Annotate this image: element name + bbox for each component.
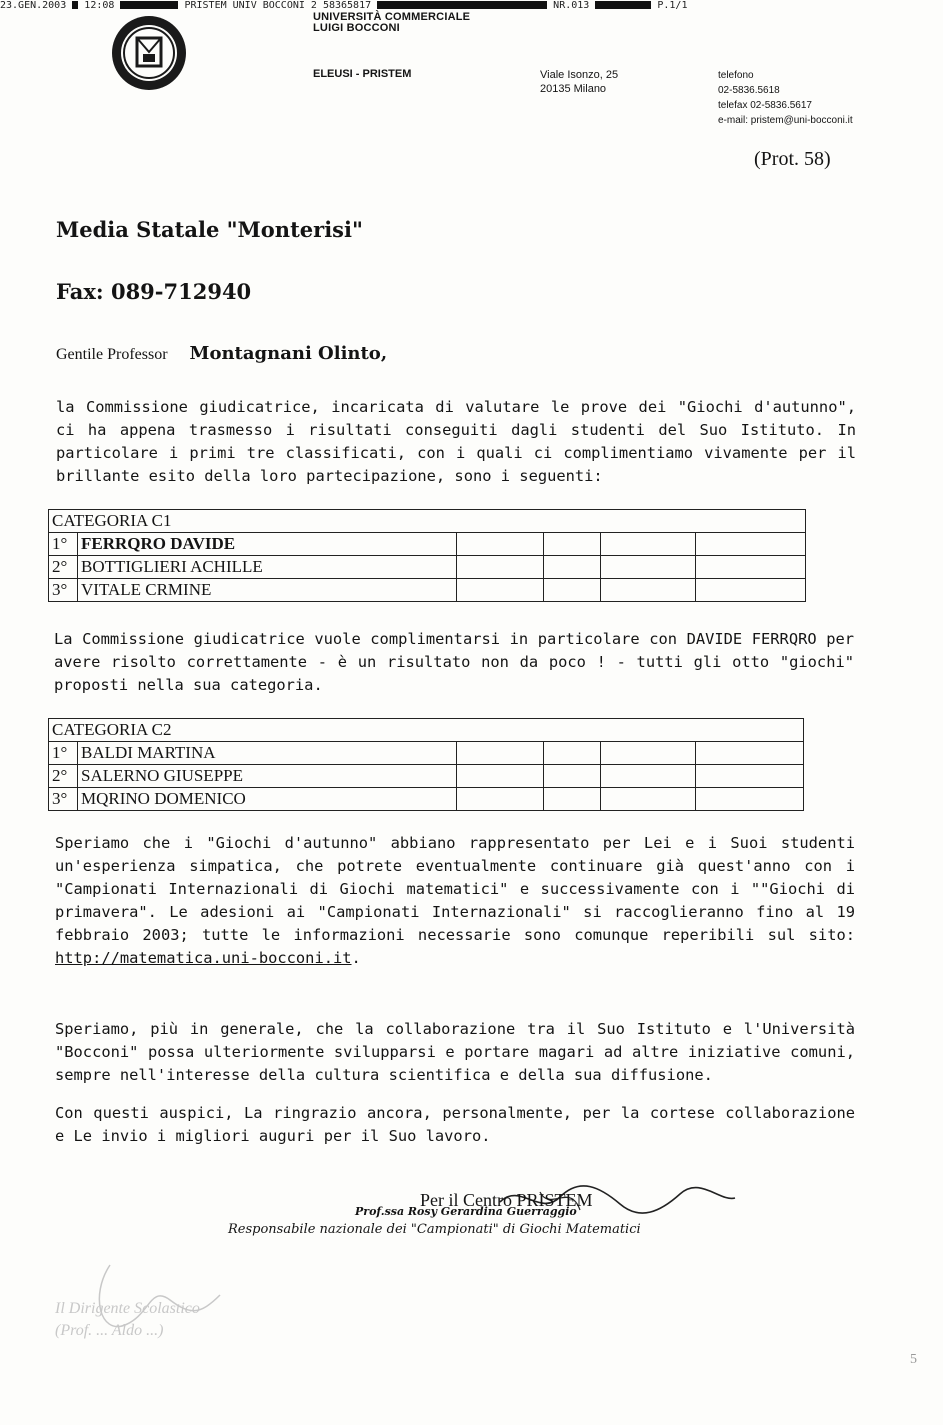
table-cell-empty <box>696 556 806 579</box>
signature-role: Responsabile nazionale dei "Campionati" di Giochi Matematici <box>228 1222 641 1237</box>
address-line2: 20135 Milano <box>540 83 607 95</box>
table-row <box>49 556 806 579</box>
email-address: e-mail: pristem@uni-bocconi.it <box>718 115 853 126</box>
university-name-line2: LUIGI BOCCONI <box>313 22 400 34</box>
fax-page: NR.013 <box>553 0 590 11</box>
table-cell-place: 2° <box>49 556 78 579</box>
spring-games-paragraph <box>55 832 855 970</box>
fax-time: 12:08 <box>84 0 115 11</box>
table-cell-empty <box>601 533 696 556</box>
redaction-bar <box>377 1 547 9</box>
address-line1: Viale Isonzo, 25 <box>540 69 619 81</box>
table-cell-empty <box>544 742 601 765</box>
table-cell-place: 2° <box>49 765 78 788</box>
website-link[interactable]: http://matematica.uni-bocconi.it <box>55 949 352 967</box>
closing-paragraph: Con questi auspici, La ringrazio ancora, personalmente, per la cortese collaborazione e Le invio i migliori auguri per il Suo lavoro. <box>55 1104 855 1145</box>
table-row <box>49 533 806 556</box>
university-seal-logo <box>110 14 188 92</box>
table-cell-empty <box>544 788 601 811</box>
table-cell-name: FERRQRO DAVIDE <box>78 533 457 556</box>
table-cell-name: BOTTIGLIERI ACHILLE <box>78 556 457 579</box>
fax-header-strip <box>0 0 943 12</box>
results-table-c2 <box>48 718 804 811</box>
table-title: CATEGORIA C1 <box>49 510 806 533</box>
redaction-bar <box>72 1 78 9</box>
signature-professor: Prof.ssa Rosy Gerardina Guerraggio <box>355 1205 577 1218</box>
table-cell-empty <box>696 579 806 602</box>
table-title-row <box>49 719 804 742</box>
table-cell-place: 3° <box>49 788 78 811</box>
table-cell-empty <box>601 765 696 788</box>
table-title: CATEGORIA C2 <box>49 719 804 742</box>
signature-center: Per il Centro PRISTEM <box>420 1190 593 1210</box>
intro-paragraph: la Commissione giudicatrice, incaricata di valutare le prove dei "Giochi d'autunno", ci ha appena trasmesso i risultati conseguiti dagli studenti del Suo Istituto. In particolare i primi tre classificati, con i quali ci complimentiamo vivamente per il brillante esito della loro partecipazione, sono i seguenti: <box>56 398 856 485</box>
recipient-fax: Fax: 089-712940 <box>56 279 252 304</box>
table-cell-empty <box>696 788 804 811</box>
table-row <box>49 742 804 765</box>
faded-signature <box>80 1255 230 1345</box>
recipient-school: Media Statale "Monterisi" <box>56 217 363 242</box>
table-cell-empty <box>696 765 804 788</box>
fax-number: telefax 02-5836.5617 <box>718 100 812 111</box>
spring-games-end: . <box>351 949 361 967</box>
corner-mark: 5 <box>910 1352 917 1367</box>
table-cell-place: 3° <box>49 579 78 602</box>
table-cell-empty <box>544 579 601 602</box>
contacts-block <box>718 68 853 128</box>
fax-page-count: P.1/1 <box>657 0 688 11</box>
table-cell-empty <box>457 579 544 602</box>
department-name: ELEUSI - PRISTEM <box>313 68 412 80</box>
greeting <box>56 343 387 364</box>
table-cell-empty <box>544 533 601 556</box>
table-cell-place: 1° <box>49 533 78 556</box>
table-row <box>49 765 804 788</box>
university-name-line1: UNIVERSITÀ COMMERCIALE <box>313 11 471 23</box>
table-cell-empty <box>457 765 544 788</box>
compliment-paragraph: La Commissione giudicatrice vuole complimentarsi in particolare con DAVIDE FERRQRO per avere risolto correttamente - è un risultato non da poco ! - tutti gli otto "giochi" proposti nella sua categoria. <box>54 630 854 694</box>
fax-date: 23.GEN.2003 <box>0 0 67 11</box>
table-cell-place: 1° <box>49 742 78 765</box>
table-cell-empty <box>457 742 544 765</box>
salutation: Gentile Professor <box>56 346 168 363</box>
address-block <box>540 68 618 96</box>
recipient-name: Montagnani Olinto, <box>189 343 388 364</box>
university-name <box>313 12 470 34</box>
spring-games-text: Speriamo che i "Giochi d'autunno" abbiano rappresentato per Lei e i Suoi studenti un'esperienza simpatica, che potrete eventualmente continuare già quest'anno con i "Campionati Internazionali di Giochi matematici" e successivamente con i ""Giochi di primavera". Le adesioni ai "Campionati Internazionali" si raccoglieranno fino al 19 febbraio 2003; tutte le informazioni necessarie sono comunque reperibili sul sito: <box>55 834 855 944</box>
collaboration-paragraph: Speriamo, più in generale, che la collaborazione tra il Suo Istituto e l'Università "Bocconi" possa ulteriormente svilupparsi e portare magari ad altre iniziative comuni, sempre nell'interesse della cultura scientifica e della sua diffusione. <box>55 1020 855 1084</box>
table-cell-empty <box>544 765 601 788</box>
table-cell-name: SALERNO GIUSEPPE <box>78 765 457 788</box>
faded-stamp-line1: Il Dirigente Scolastico <box>55 1300 200 1317</box>
phone-number: 02-5836.5618 <box>718 85 780 96</box>
table-row <box>49 788 804 811</box>
redaction-bar <box>120 1 178 9</box>
table-row <box>49 579 806 602</box>
table-cell-empty <box>601 556 696 579</box>
table-cell-empty <box>457 556 544 579</box>
table-cell-empty <box>696 533 806 556</box>
results-table-c1 <box>48 509 806 602</box>
redaction-bar <box>595 1 651 9</box>
table-cell-empty <box>544 556 601 579</box>
table-cell-empty <box>457 788 544 811</box>
table-cell-empty <box>601 579 696 602</box>
fax-sender: PRISTEM UNIV BOCCONI 2 58365817 <box>184 0 372 11</box>
faded-stamp-line2: (Prof. ... Aldo ...) <box>55 1322 164 1339</box>
table-cell-name: VITALE CRMINE <box>78 579 457 602</box>
table-cell-name: MQRINO DOMENICO <box>78 788 457 811</box>
phone-label: telefono <box>718 70 754 81</box>
table-cell-name: BALDI MARTINA <box>78 742 457 765</box>
table-title-row <box>49 510 806 533</box>
table-cell-empty <box>696 742 804 765</box>
table-cell-empty <box>601 742 696 765</box>
table-cell-empty <box>601 788 696 811</box>
table-cell-empty <box>457 533 544 556</box>
protocol-number: (Prot. 58) <box>754 148 831 170</box>
